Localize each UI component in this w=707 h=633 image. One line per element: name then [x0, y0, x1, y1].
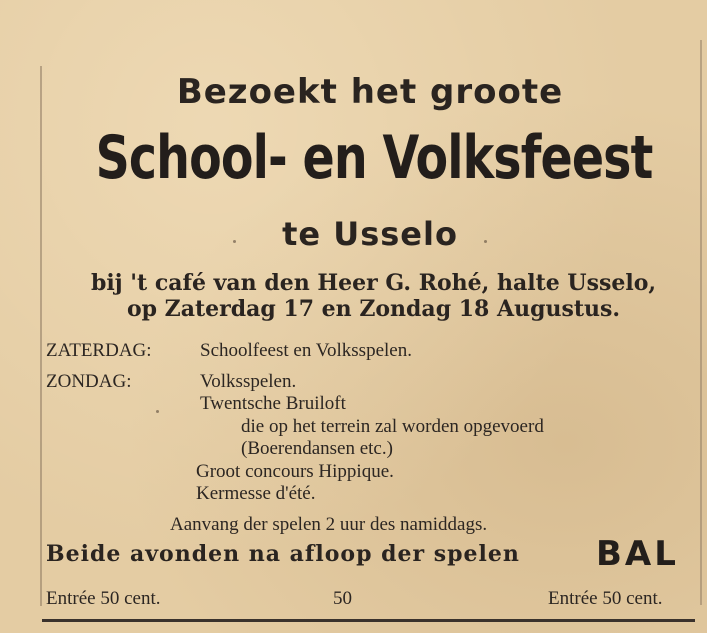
sunday-label: ZONDAG:: [46, 371, 132, 392]
sunday-item: Twentsche Bruiloft: [200, 393, 346, 414]
location-line: bij 't café van den Heer G. Rohé, halte Usselo,: [90, 270, 657, 296]
main-title: School- en Volksfeest: [95, 123, 653, 193]
right-column-rule: [700, 40, 702, 605]
sunday-item: Kermesse d'été.: [196, 483, 316, 504]
sunday-item: (Boerendansen etc.): [241, 438, 393, 459]
entry-right: Entrée 50 cent.: [548, 588, 663, 609]
print-speck: [233, 240, 236, 243]
entry-left: Entrée 50 cent.: [46, 588, 161, 609]
footer-number: 50: [333, 588, 352, 609]
sunday-item: Groot concours Hippique.: [196, 461, 394, 482]
heading-line-3: te Usselo: [282, 215, 458, 253]
sunday-item: Volksspelen.: [200, 371, 297, 392]
left-column-rule: [40, 66, 42, 606]
bottom-rule: [42, 619, 695, 622]
heading-line-1: Bezoekt het groote: [176, 72, 564, 112]
evening-text: Beide avonden na afloop der spelen: [46, 541, 520, 567]
start-time: Aanvang der spelen 2 uur des namiddags.: [170, 514, 488, 535]
saturday-text: Schoolfeest en Volksspelen.: [200, 340, 412, 361]
print-speck: [484, 240, 487, 243]
print-speck: [156, 410, 159, 413]
date-line: op Zaterdag 17 en Zondag 18 Augustus.: [126, 296, 621, 322]
sunday-item: die op het terrein zal worden opgevoerd: [241, 416, 544, 437]
bal-word: BAL: [596, 534, 679, 574]
saturday-label: ZATERDAG:: [46, 340, 152, 361]
